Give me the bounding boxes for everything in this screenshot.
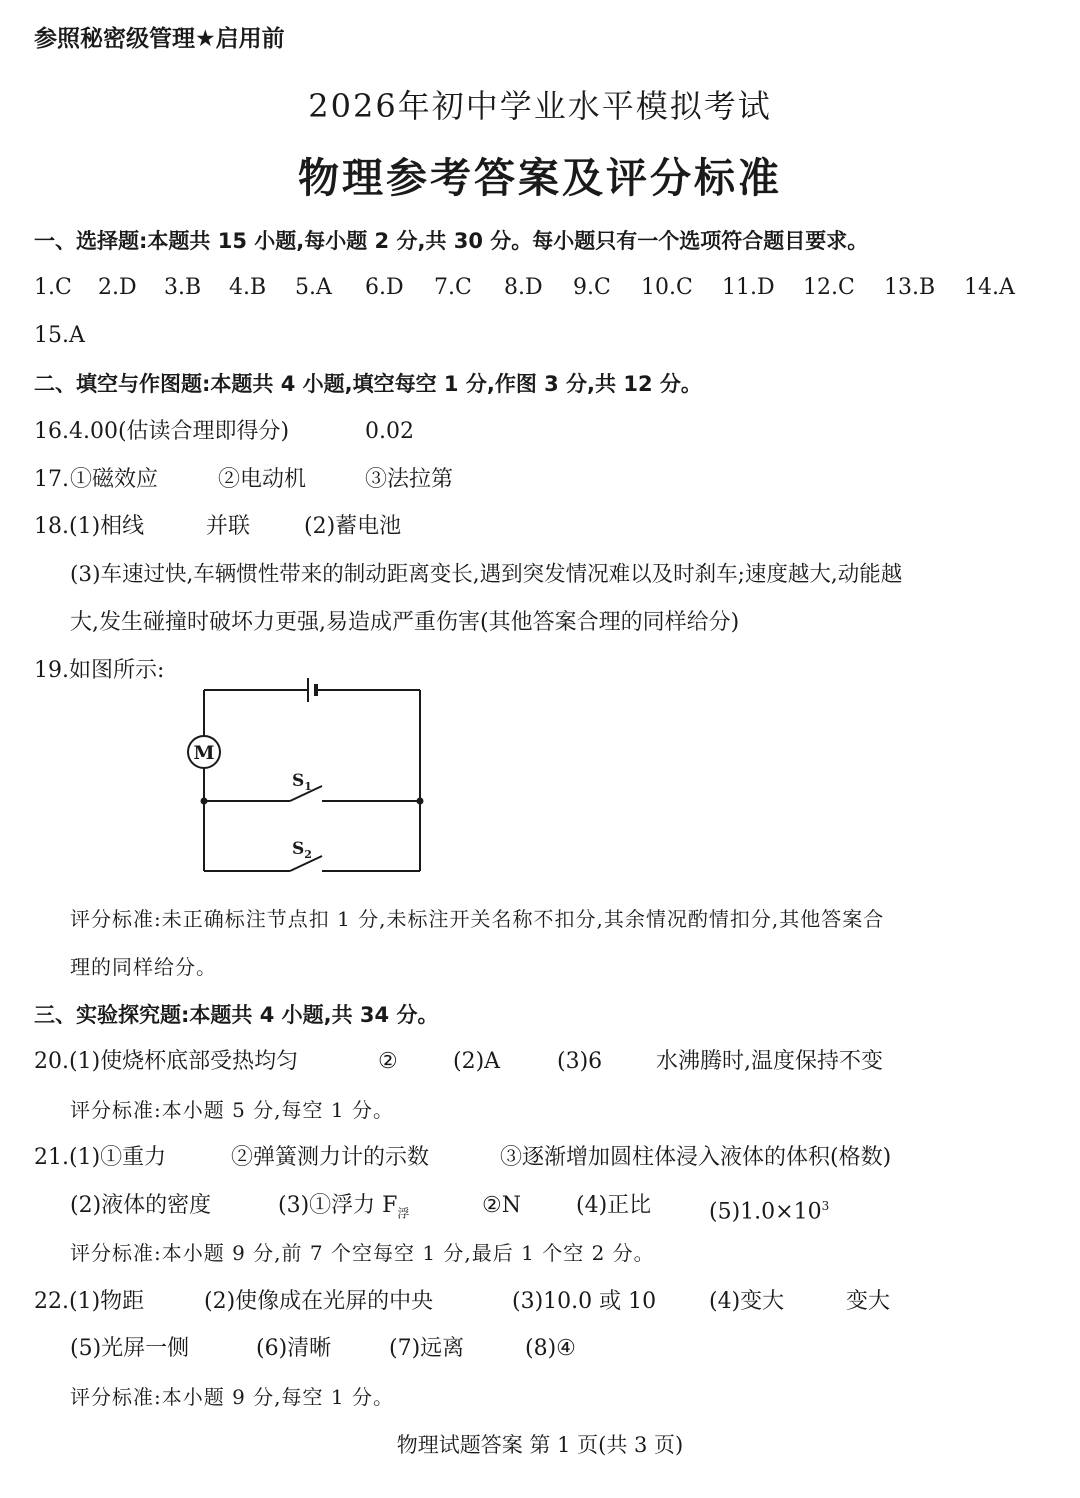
q21-scoring-note: 评分标准:本小题 9 分,前 7 个空每空 1 分,最后 1 个空 2 分。	[70, 1241, 655, 1265]
mc-answer: 10.C	[641, 275, 693, 300]
q22-answer-7: (6)清晰	[256, 1336, 332, 1361]
q19-label: 19.如图所示:	[34, 658, 165, 683]
q21-answer-6: ②N	[482, 1193, 521, 1218]
q21-answer-1: 21.(1)①重力	[34, 1145, 167, 1170]
mc-answer: 12.C	[803, 275, 855, 300]
q21-answer-2: ②弹簧测力计的示数	[231, 1145, 430, 1170]
q21-answer-3: ③逐渐增加圆柱体浸入液体的体积(格数)	[500, 1145, 892, 1170]
mc-answer: 6.D	[365, 275, 404, 300]
q18-answer-line2: (3)车速过快,车辆惯性带来的制动距离变长,遇到突发情况难以及时刹车;速度越大,动能越	[70, 562, 903, 587]
q21-answer-5: (3)①浮力 $F_浮$	[278, 1193, 410, 1221]
q22-answer-6: (5)光屏一侧	[70, 1336, 190, 1361]
section2-title: 二、填空与作图题:本题共 4 小题,填空每空 1 分,作图 3 分,共 12 分。	[34, 372, 702, 396]
q22-answer-8: (7)远离	[389, 1336, 465, 1361]
q22-scoring-note: 评分标准:本小题 9 分,每空 1 分。	[70, 1385, 394, 1409]
q18-answer-3: (2)蓄电池	[304, 514, 402, 539]
section3-title: 三、实验探究题:本题共 4 小题,共 34 分。	[34, 1003, 439, 1027]
q17-answer-2: ②电动机	[218, 467, 307, 492]
q21-answer-4: (2)液体的密度	[70, 1193, 212, 1218]
mc-answer: 14.A	[964, 275, 1015, 300]
q22-answer-4: (4)变大	[709, 1289, 785, 1314]
mc-answer: 3.B	[164, 275, 202, 300]
mc-answer: 7.C	[434, 275, 472, 300]
q19-scoring-note: 评分标准:未正确标注节点扣 1 分,未标注开关名称不扣分,其余情况酌情扣分,其他答案合	[70, 907, 885, 931]
mc-answer: 5.A	[295, 275, 332, 300]
q19-scoring-note-2: 理的同样给分。	[70, 955, 217, 979]
q17-number: 17.	[34, 467, 69, 492]
mc-answer: 9.C	[573, 275, 611, 300]
q17-answer-1: ①磁效应	[70, 467, 159, 492]
mc-answer: 4.B	[229, 275, 267, 300]
q22-answer-5: 变大	[846, 1289, 891, 1314]
q20-answer-4: (3)6	[557, 1049, 603, 1074]
mc-answer: 1.C	[34, 275, 72, 300]
q21-answer-8: $(5)1.0\times 10^3$	[709, 1199, 830, 1225]
q20-answer-3: (2)A	[453, 1049, 501, 1074]
q22-answer-3: (3)10.0 或 10	[512, 1289, 657, 1314]
mc-answer: 13.B	[884, 275, 936, 300]
motor-label: M	[193, 742, 215, 764]
junction-node	[417, 798, 424, 805]
switch-s2-label: $S_2$	[292, 839, 312, 861]
junction-node	[201, 798, 208, 805]
mc-answer: 2.D	[98, 275, 137, 300]
page-title: 物理参考答案及评分标准	[298, 154, 782, 202]
q22-answer-2: (2)使像成在光屏的中央	[204, 1289, 434, 1314]
q16-answer: 16.4.00(估读合理即得分)	[34, 419, 290, 444]
q21-answer-7: (4)正比	[576, 1193, 652, 1218]
q20-answer-1: 20.(1)使烧杯底部受热均匀	[34, 1049, 299, 1074]
q22-answer-9: (8)④	[525, 1336, 576, 1361]
q16-answer-2: 0.02	[365, 419, 414, 444]
switch-s1-label: $S_1$	[292, 771, 312, 793]
section1-title: 一、选择题:本题共 15 小题,每小题 2 分,共 30 分。每小题只有一个选项符合题目要求。	[34, 229, 869, 253]
q18-answer-2: 并联	[206, 514, 251, 539]
q20-scoring-note: 评分标准:本小题 5 分,每空 1 分。	[70, 1098, 394, 1122]
q17-answer-3: ③法拉第	[365, 467, 454, 492]
q18-answer-line3: 大,发生碰撞时破坏力更强,易造成严重伤害(其他答案合理的同样给分)	[70, 610, 740, 635]
mc-answer: 15.A	[34, 323, 85, 348]
confidentiality-label: 参照秘密级管理★启用前	[34, 26, 285, 52]
mc-answer: 8.D	[504, 275, 543, 300]
q22-answer-1: 22.(1)物距	[34, 1289, 145, 1314]
page-footer: 物理试题答案 第 1 页(共 3 页)	[396, 1433, 684, 1457]
q20-answer-2: ②	[378, 1049, 398, 1074]
q18-answer-1: 18.(1)相线	[34, 514, 145, 539]
exam-title: 2026年初中学业水平模拟考试	[308, 87, 772, 125]
circuit-diagram	[170, 660, 440, 880]
mc-answer: 11.D	[722, 275, 775, 300]
q20-answer-5: 水沸腾时,温度保持不变	[656, 1049, 883, 1074]
